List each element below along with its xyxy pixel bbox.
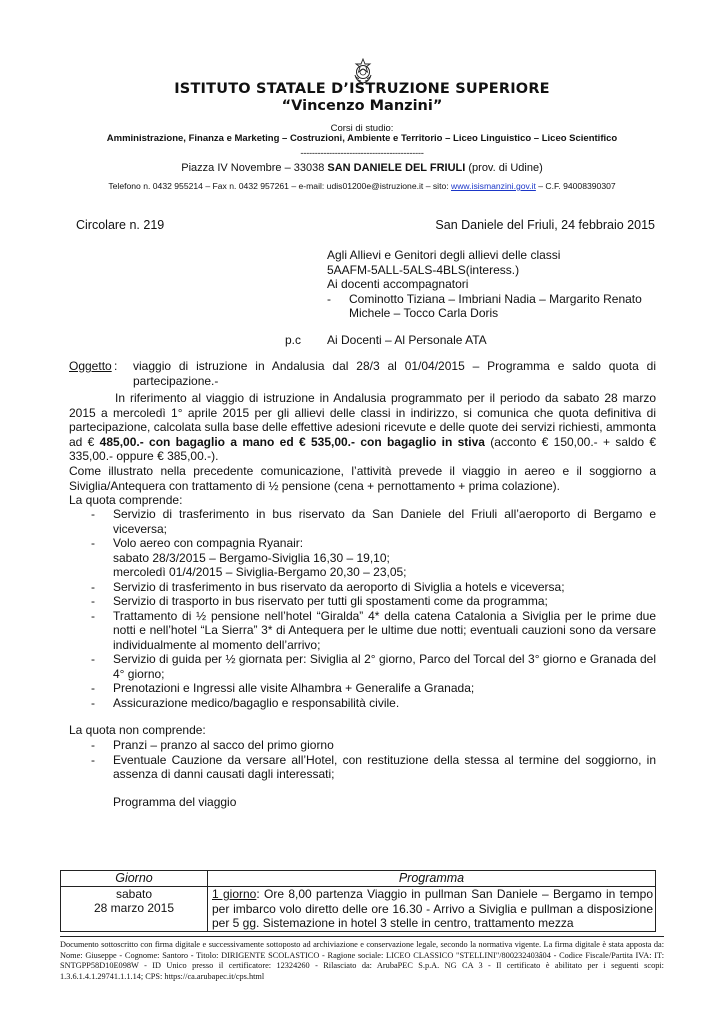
list-item-text: Eventuale Cauzione da versare all’Hotel, con restituzione della stessa al termine del soggiorno, in assenza di danni causati dagli interessati; — [113, 752, 656, 781]
list-item-text: Prenotazioni e Ingressi alle visite Alhambra + Generalife a Granada; — [113, 681, 475, 695]
dash-bullet: - — [91, 594, 95, 608]
dash-bullet: - — [91, 681, 95, 695]
includes-list — [69, 507, 656, 710]
flight-return: mercoledì 01/4/2015 – Siviglia-Bergamo 20,30 – 23,05; — [113, 565, 407, 579]
address-street: Piazza IV Novembre – 33038 — [181, 162, 328, 174]
excludes-list — [69, 738, 656, 782]
courses-label: Corsi di studio: — [330, 123, 394, 134]
list-item — [69, 536, 656, 580]
dash-bullet: - — [91, 738, 95, 752]
list-item-text: Volo aereo con compagnia Ryanair: — [113, 536, 304, 550]
table-row — [61, 887, 656, 932]
table-header-row — [61, 871, 656, 887]
list-item — [69, 652, 656, 681]
dash-bullet: - — [91, 608, 95, 623]
website-link[interactable]: www.isismanzini.gov.it — [451, 181, 536, 191]
list-item-text: Assicurazione medico/bagaglio e responsabilità civile. — [113, 695, 400, 710]
program-table — [60, 870, 656, 932]
header-divider: ------------------------------------------- — [300, 148, 424, 159]
circular-number: Circolare n. 219 — [76, 218, 165, 232]
excludes-label: La quota non comprende: — [69, 723, 206, 737]
list-item-text: Servizio di trasferimento in bus riservato da aeroporto di Siviglia a hotels e viceversa; — [113, 579, 565, 594]
school-contacts — [0, 181, 724, 191]
recipients-block — [327, 248, 642, 321]
list-item-text: Servizio di guida per ½ giornata per: Siviglia al 2° giorno, Parco del Torcal del 3° giorno e Granada del 4° giorno; — [113, 652, 656, 681]
dash-bullet: - — [91, 695, 95, 710]
list-item-text: Servizio di trasferimento in bus riservato da San Daniele del Friuli all’aeroporto di Bergamo e viceversa; — [113, 507, 656, 536]
list-item — [69, 753, 656, 782]
subject-label: Oggetto — [69, 359, 112, 373]
contacts-phone-email: Telefono n. 0432 955214 – Fax n. 0432 957261 – e-mail: udis01200e@istruzione.it – sito: — [108, 181, 452, 191]
program-cell — [208, 887, 656, 932]
address-province: (prov. di Udine) — [465, 162, 543, 174]
dash-bullet: - — [91, 536, 95, 550]
day-label: 1 giorno — [212, 887, 257, 901]
list-item — [69, 580, 656, 595]
recipient-line: Agli Allievi e Genitori degli allievi delle classi — [327, 248, 561, 262]
list-item-text: Pranzi – pranzo al sacco del primo giorno — [113, 738, 334, 752]
school-address — [0, 162, 724, 174]
intro-paragraph — [69, 391, 656, 464]
recipient-teachers-label: Ai docenti accompagnatori — [327, 277, 469, 291]
dash-bullet: - — [91, 752, 95, 767]
list-item — [69, 507, 656, 536]
pc-recipients: Ai Docenti – Al Personale ATA — [327, 333, 487, 347]
list-item — [69, 594, 656, 609]
recipient-classes: 5AAFM-5ALL-5ALS-4BLS(interess.) — [327, 262, 520, 277]
dash-bullet: - — [91, 507, 95, 521]
column-header-day: Giorno — [61, 871, 208, 887]
price-highlight: 485,00.- con bagaglio a mano ed € 535,00.- con bagaglio in stiva — [99, 434, 485, 449]
subject-text: viaggio di istruzione in Andalusia dal 28/3 al 01/04/2015 – Programma e saldo quota di partecipazione.- — [133, 359, 656, 388]
teachers-line: Cominotto Tiziana – Imbriani Nadia – Margarito Renato — [349, 291, 642, 306]
institute-name: “Vincenzo Manzini” — [281, 98, 443, 114]
day-cell — [61, 887, 208, 932]
includes-label: La quota comprende: — [69, 493, 183, 507]
dash-bullet: - — [91, 579, 95, 594]
program-heading: Programma del viaggio — [113, 795, 237, 809]
address-city: SAN DANIELE DEL FRIULI — [327, 162, 466, 174]
footer-divider — [60, 936, 664, 937]
pc-label: p.c — [285, 333, 302, 347]
contacts-tax-code: – C.F. 94008390307 — [535, 181, 616, 191]
recipient-teachers — [327, 292, 642, 321]
list-item — [69, 681, 656, 696]
description-paragraph: Come illustrato nella precedente comunicazione, l’attività prevede il viaggio in aereo e il soggiorno a Siviglia/Antequera con trattamento di ½ pensione (cena + pernottamento + prima colazione). — [69, 464, 656, 493]
list-item — [69, 696, 656, 711]
list-item-text: Servizio di trasporto in bus riservato per tutti gli spostamenti come da programma; — [113, 594, 548, 608]
list-item-text: Trattamento di ½ pensione nell’hotel “Giralda” 4* della catena Catalonia a Siviglia per le prime due notti e nell’hotel “La Sierra” 3* di Antequera per le ultime due notti; eventuali cauzioni sono da versare individualmente al momento dell’arrivo; — [113, 608, 656, 652]
intro-text-end: (acconto € 150,00.- + saldo € 335,00.- oppure € 385,00.-). — [69, 434, 657, 463]
subject-colon: : — [114, 359, 118, 373]
list-item — [69, 738, 656, 753]
courses-list: Amministrazione, Finanza e Marketing – Costruzioni, Ambiente e Territorio – Liceo Linguistico – Liceo Scientifico — [106, 133, 618, 144]
dash-bullet: - — [91, 652, 95, 666]
teachers-line: Michele – Tocco Carla Doris — [349, 306, 499, 320]
digital-signature-note: Documento sottoscritto con firma digitale e successivamente sottoposto ad archiviazione e conservazione legale, secondo la normativa vigente. La firma digitale è stata apposta da: Nome: Giuseppe - Cognome: Santoro - Titolo: DIRIGENTE SCOLASTICO - Ragione sociale: LICEO CLASSICO "STELLINI"/800232403â04 - Codice Fiscale/Partita IVA: IT: SNTGPP58D10E098W - ID Unico presso il certificatore: 12324260 - Rilasciato da: ArubaPEC S.p.A. NG CA 3 - Il certificato è abilitato per i seguenti scopi: 1.3.6.1.4.1.29741.1.1.14; CPS: https://ca.arubapec.it/cps.html — [60, 940, 664, 981]
intro-text: In riferimento al viaggio di istruzione in Andalusia programmato per il periodo da sabato 28 marzo 2015 a mercoledì 1° aprile 2015 per gli allievi delle classi in indirizzo, si comunica che quota definitiva di partecipazione, calcolata sulla base delle effettive adesioni ricevute e delle quote dei servizi richiesti, ammonta ad € — [69, 391, 656, 449]
institute-title: ISTITUTO STATALE D’ISTRUZIONE SUPERIORE — [174, 81, 550, 97]
day-weekday: sabato — [115, 887, 153, 901]
dash-bullet: - — [327, 291, 331, 306]
list-item — [69, 609, 656, 653]
flight-outbound: sabato 28/3/2015 – Bergamo-Siviglia 16,30 – 19,10; — [113, 550, 390, 565]
day-date: 28 marzo 2015 — [93, 901, 175, 915]
circular-date: San Daniele del Friuli, 24 febbraio 2015 — [435, 218, 655, 232]
program-text: : Ore 8,00 partenza Viaggio in pullman San Daniele – Bergamo in tempo per imbarco volo diretto delle ore 16.30 - Arrivo a Siviglia e pullman a disposizione per 5 gg. Sistemazione in hotel 3 stelle in centro, trattamento mezza — [212, 887, 653, 930]
column-header-program: Programma — [208, 871, 656, 887]
